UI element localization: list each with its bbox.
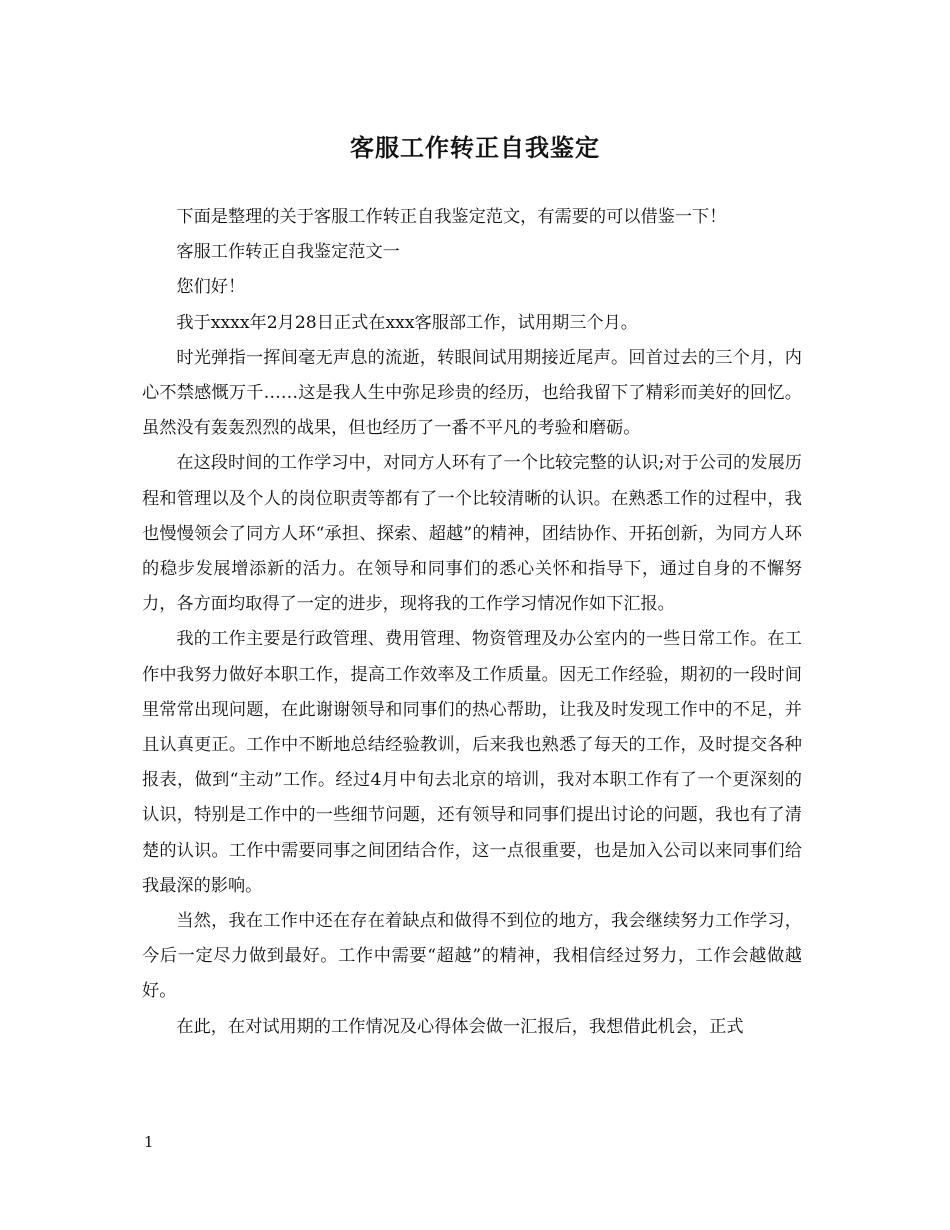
paragraph-work-duties: 我的工作主要是行政管理、费用管理、物资管理及办公室内的一些日常工作。在工作中我努力做好本职工作，提高工作效率及工作质量。因无工作经验，期初的一段时间里常常出现问题，在此谢谢领导和同事们的热心帮助，让我及时发现工作中的不足，并且认真更正。工作中不断地总结经验教训，后来我也熟悉了每天的工作，及时提交各种报表，做到“主动”工作。经过4月中旬去北京的培训，我对本职工作有了一个更深刻的认识，特别是工作中的一些细节问题，还有领导和同事们提出讨论的问题，我也有了清楚的认识。工作中需要同事之间团结合作，这一点很重要，也是加入公司以来同事们给我最深的影响。	[142, 629, 802, 896]
paragraph-sample-heading: 客服工作转正自我鉴定范文一	[176, 242, 400, 263]
paragraph-reflection: 时光弹指一挥间毫无声息的流逝，转眼间试用期接近尾声。回首过去的三个月，内心不禁感慨万千……这是我人生中弥足珍贵的经历，也给我留下了精彩而美好的回忆。虽然没有轰轰烈烈的战果，但也经历了一番不平凡的考验和磨砺。	[142, 347, 802, 439]
page-number: 1	[144, 1133, 154, 1151]
paragraph-learning: 在这段时间的工作学习中，对同方人环有了一个比较完整的认识;对于公司的发展历程和管理以及个人的岗位职责等都有了一个比较清晰的认识。在熟悉工作的过程中，我也慢慢领会了同方人环“承担、探索、超越”的精神，团结协作、开拓创新，为同方人环的稳步发展增添新的活力。在领导和同事们的悉心关怀和指导下，通过自身的不懈努力，各方面均取得了一定的进步，现将我的工作学习情况作如下汇报。	[142, 453, 802, 615]
paragraph-intro: 下面是整理的关于客服工作转正自我鉴定范文，有需要的可以借鉴一下！	[176, 207, 727, 227]
document-body	[142, 200, 802, 1045]
document-title: 客服工作转正自我鉴定	[350, 133, 600, 162]
paragraph-closing: 在此，在对试用期的工作情况及心得体会做一汇报后，我想借此机会，正式	[176, 1016, 744, 1037]
paragraph-greeting: 您们好！	[176, 277, 246, 298]
paragraph-shortcomings: 当然，我在工作中还在存在着缺点和做得不到位的地方，我会继续努力工作学习，今后一定尽力做到最好。工作中需要“超越”的精神，我相信经过努力，工作会越做越好。	[142, 911, 802, 1002]
paragraph-start-date: 我于xxxx年2月28日正式在xxx客服部工作，试用期三个月。	[176, 312, 638, 333]
